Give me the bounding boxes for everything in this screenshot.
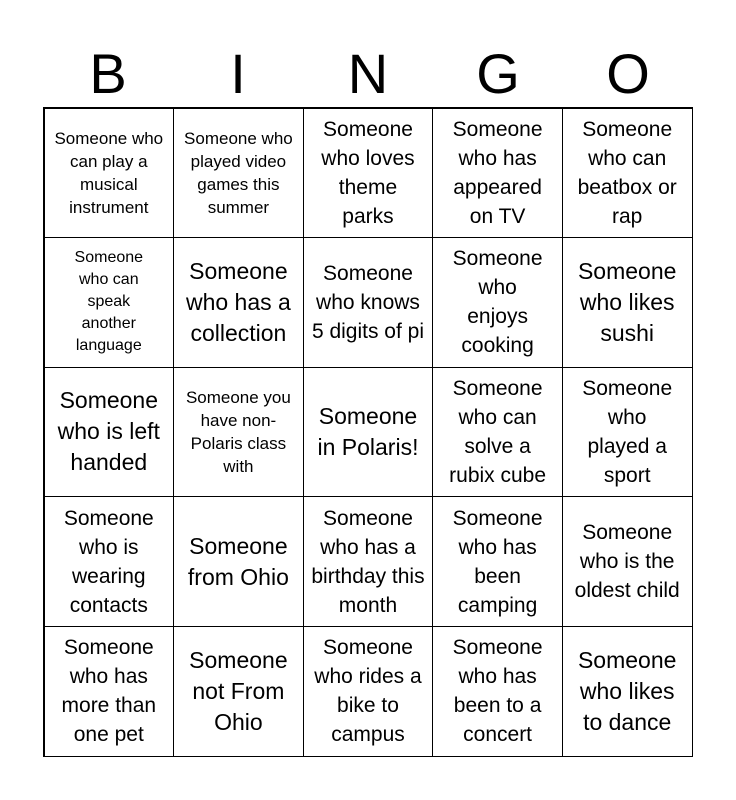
- bingo-cell[interactable]: [562, 108, 693, 239]
- bingo-cell[interactable]: [173, 367, 304, 498]
- bingo-cell[interactable]: [303, 108, 434, 239]
- cell-text: Someone who played a sport: [582, 376, 673, 487]
- bingo-grid: [43, 107, 693, 757]
- header-letter-b: B: [89, 42, 127, 105]
- cell-text: Someone who can speak another language: [74, 249, 144, 355]
- bingo-cell[interactable]: [173, 496, 304, 627]
- bingo-cell[interactable]: [432, 237, 563, 368]
- bingo-header: [43, 40, 693, 108]
- header-letter-n: N: [347, 42, 389, 105]
- bingo-cell[interactable]: [562, 626, 693, 757]
- cell-text: Someone who can solve a rubix cube: [449, 376, 547, 487]
- cell-text: Someone who has appeared on TV: [452, 117, 543, 228]
- cell-text: Someone not From Ohio: [189, 646, 288, 735]
- cell-text: Someone you have non-Polaris class with: [185, 387, 291, 476]
- cell-text: Someone who has been camping: [452, 506, 543, 617]
- cell-text: Someone who has a collection: [185, 257, 291, 346]
- bingo-cell[interactable]: [173, 237, 304, 368]
- cell-text: Someone who enjoys cooking: [452, 247, 543, 358]
- bingo-cell[interactable]: [432, 496, 563, 627]
- bingo-cell[interactable]: [44, 496, 175, 627]
- bingo-cell[interactable]: [303, 496, 434, 627]
- cell-text: Someone who is wearing contacts: [63, 506, 154, 617]
- bingo-cell[interactable]: [44, 237, 175, 368]
- cell-text: Someone who knows 5 digits of pi: [311, 261, 425, 343]
- cell-text: Someone who likes to dance: [577, 646, 677, 735]
- header-letter-o: O: [606, 42, 650, 105]
- bingo-cell[interactable]: [562, 367, 693, 498]
- cell-text: Someone from Ohio: [187, 532, 289, 590]
- cell-text: Someone who has more than one pet: [61, 636, 157, 747]
- cell-text: Someone who rides a bike to campus: [314, 636, 422, 747]
- cell-text: Someone who has a birthday this month: [311, 506, 425, 617]
- cell-text: Someone who likes sushi: [577, 257, 677, 346]
- cell-text: Someone who is left handed: [57, 387, 160, 476]
- cell-text: Someone who loves theme parks: [321, 117, 415, 228]
- bingo-cell[interactable]: [562, 496, 693, 627]
- bingo-cell[interactable]: [44, 367, 175, 498]
- bingo-cell[interactable]: [432, 108, 563, 239]
- cell-text: Someone who played video games this summer: [184, 128, 293, 217]
- cell-text: Someone who can play a musical instrument: [54, 128, 164, 217]
- header-letter-g: G: [476, 42, 520, 105]
- bingo-cell[interactable]: [303, 237, 434, 368]
- bingo-cell[interactable]: [44, 626, 175, 757]
- cell-text: Someone who is the oldest child: [574, 521, 680, 603]
- bingo-cell[interactable]: [173, 108, 304, 239]
- header-letter-i: I: [230, 42, 246, 105]
- bingo-cell[interactable]: [432, 367, 563, 498]
- cell-text: Someone who has been to a concert: [452, 636, 543, 747]
- bingo-cell[interactable]: [303, 367, 434, 498]
- bingo-cell[interactable]: [44, 108, 175, 239]
- cell-text: Someone in Polaris!: [317, 402, 419, 460]
- cell-text: Someone who can beatbox or rap: [577, 117, 677, 228]
- bingo-cell[interactable]: [562, 237, 693, 368]
- bingo-cell[interactable]: [432, 626, 563, 757]
- bingo-cell[interactable]: [173, 626, 304, 757]
- bingo-cell[interactable]: [303, 626, 434, 757]
